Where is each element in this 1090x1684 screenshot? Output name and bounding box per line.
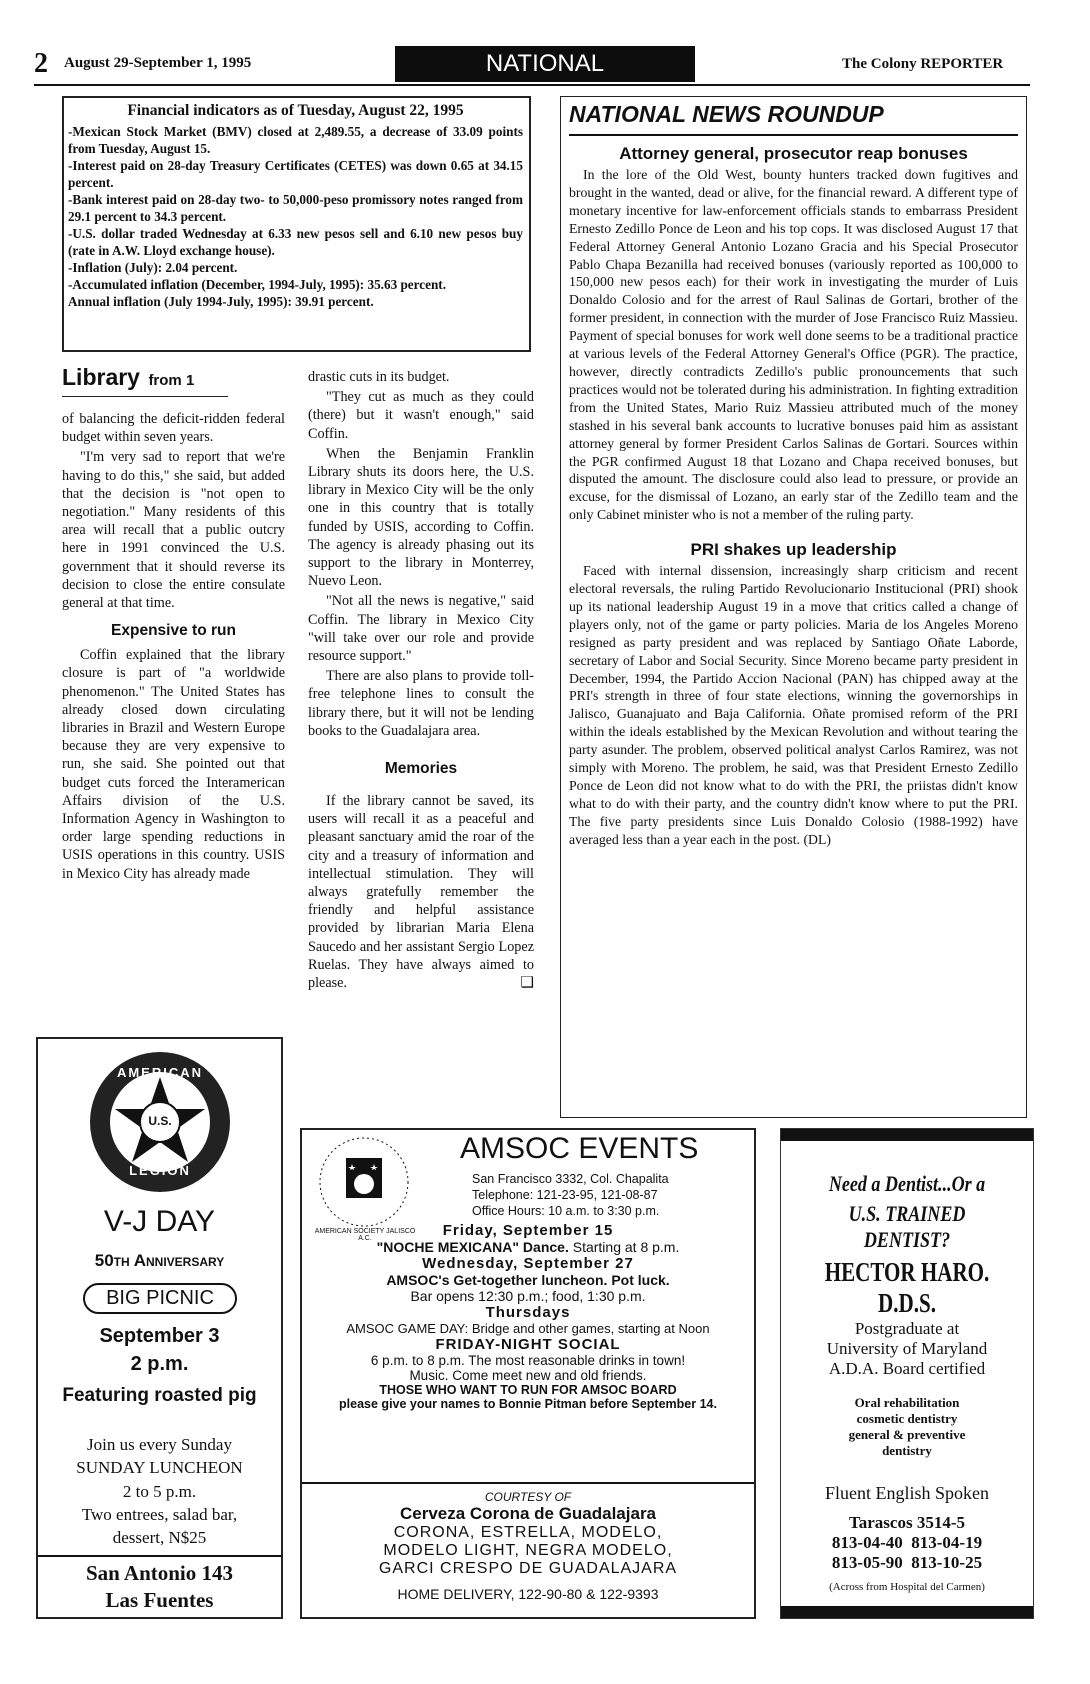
library-paragraph: of balancing the deficit-ridden federal budget within seven years.: [62, 411, 285, 446]
vj-day-title: V-J DAY: [103, 1205, 216, 1238]
amsoc-events-box: [300, 1128, 756, 1619]
board-notice: please give your names to Bonnie Pitman before September 14.: [339, 1397, 717, 1411]
subhead-memories: Memories: [384, 760, 458, 778]
event-line: 6 p.m. to 8 p.m. The most reasonable drinks in town!: [370, 1353, 686, 1368]
section-banner: NATIONAL: [395, 46, 695, 82]
anniversary: 50th Anniversary: [94, 1251, 225, 1270]
amsoc-phone: Telephone: 121-23-95, 121-08-87: [472, 1188, 658, 1202]
picnic-time: 2 p.m.: [130, 1353, 189, 1375]
header-rule: [34, 84, 1030, 86]
dentist-phones: 813-04-40 813-04-19: [831, 1533, 983, 1552]
subhead-expensive: Expensive to run: [111, 622, 236, 640]
event-line: AMSOC GAME DAY: Bridge and other games, starting at Noon: [346, 1321, 710, 1336]
event-day: Thursdays: [485, 1304, 571, 1321]
ad-divider: [38, 1555, 281, 1557]
corona-brands: GARCI CRESPO DE GUADALAJARA: [378, 1560, 678, 1577]
board-notice: THOSE WHO WANT TO RUN FOR AMSOC BOARD: [379, 1383, 677, 1397]
library-title: Library: [62, 364, 140, 390]
amsoc-divider: [302, 1482, 754, 1484]
financial-title: Financial indicators as of Tuesday, August 22, 1995: [127, 102, 464, 119]
event-line: Bar opens 12:30 p.m.; food, 1:30 p.m.: [410, 1288, 646, 1304]
dentist-service: Oral rehabilitation: [854, 1395, 960, 1410]
story-bonuses: In the lore of the Old West, bounty hunters tracked down fugitives and brought in the wanted, dead or alive, for the financial reward. A different type of monetary incentive for law-enforcement officials stands to embarrass President Ernesto Zedillo Ponce de Leon and his top cops. It was disclosed August 17 that Federal Attorney General Antonio Lozano Gracia and his Special Prosecutor Pablo Chapa Bezanilla had received bonuses (variously reported as 100,000 to 150,000 new pesos each) for their work in investigating the murder of Luis Donaldo Colosio and for the arrest of Raul Salinas de Gortari, brother of the former president, in connection with the murder of Jose Francisco Ruiz Massieu. Payment of special bonuses for work well done seems to be a traditional practice at various levels of the Federal Attorney General's Office (PGR). The practice, however, directly contradicts Zedillo's public pronouncements that such practices would not be tolerated during his administration. In fighting extradition from the United States, Mario Ruiz Massieu attributed much of the money stashed in his several bank accounts to lucrative bonuses paid him as assistant attorney general by former President Carlos Salinas de Gortari. Sources within the PGR confirmed August 18 that Lozano and Chapa received bonuses, but disputed the amount. The disclosure could also lead to pressure, or provide an excuse, for the dismissal of Lozano, an early star of the Zedillo team and the only Cabinet minister who is not a member of the ruling party.: [569, 167, 1018, 523]
dentist-postgrad: Postgraduate at: [854, 1319, 960, 1338]
join-sunday: Join us every Sunday: [87, 1435, 232, 1454]
event-day: Wednesday, September 27: [422, 1255, 634, 1272]
story-pri: Faced with internal dissension, increasingly sharp criticism and recent electoral reversals, the ruling Partido Revolucionario Institucional (PRI) shook up its national leadership August 19 in a move that critics called a change of players only, not of the game or party policies. Maria de los Angeles Moreno resigned as party president and was replaced by Santiago Oñate Laborde, secretary of Labor and Social Security. Since Moreno became party president in December, 1994, the Partido Accion Nacional (PAN) has chipped away at the PRI's strength in three of four state elections, winning the governorships in Jalisco, Guanajuato and Baja California. Oñate promised reform of the PRI within the ideals established by the Mexican Revolution and without tearing the party asunder. The problem, observed political analyst Carlos Ramirez, was not simply with Moreno. The problem, he said, was that President Ernesto Zedillo Ponce de Leon did not know what to do with the PRI, the priistas didn't know what to do with their party, and the country didn't know where to put the PRI. The five party presidents since Luis Donaldo Colosio (1988-1992) have averaged less than a year each in the post. (DL): [569, 563, 1018, 847]
library-paragraph: "Not all the news is negative," said Coffin. The library in Mexico City "will take over our role and provide resource support.": [308, 593, 534, 665]
end-mark: ❑: [520, 975, 534, 992]
amsoc-schedule: [302, 1222, 754, 1411]
dentist-name: HECTOR HARO. D.D.S.: [824, 1257, 990, 1318]
dentist-address: Tarascos 3514-5: [848, 1513, 965, 1532]
american-society-seal: [316, 1134, 412, 1230]
story-headline-bonuses: Attorney general, prosecutor reap bonuses: [619, 144, 968, 163]
page-number: 2: [34, 48, 48, 79]
event-noche-mexicana: "NOCHE MEXICANA" Dance.: [376, 1239, 569, 1255]
ad-address-street: San Antonio 143: [85, 1561, 234, 1585]
dentist-location-note: (Across from Hospital del Carmen): [829, 1581, 985, 1593]
amsoc-office-hours: Office Hours: 10 a.m. to 3:30 p.m.: [472, 1204, 660, 1218]
amsoc-title: AMSOC EVENTS: [460, 1132, 699, 1165]
library-paragraph: There are also plans to provide toll-free telephone lines to consult the library there, but it will not be lending books to the Guadalajara area.: [308, 668, 534, 739]
financial-line: -U.S. dollar traded Wednesday at 6.33 new pesos sell and 6.10 new pesos buy (rate in A.W. Lloyd exchange house).: [68, 226, 523, 258]
financial-line: -Bank interest paid on 28-day two- to 50,000-peso promissory notes ranged from 29.1 percent to 34.3 percent.: [68, 192, 523, 224]
financial-line: -Inflation (July): 2.04 percent.: [68, 260, 238, 275]
luncheon-hours: 2 to 5 p.m.: [122, 1482, 197, 1501]
emblem-text-top: AMERICAN: [116, 1065, 204, 1080]
dentist-top-bar: [781, 1129, 1033, 1141]
library-paragraph: "They cut as much as they could (there) but it wasn't enough," said Coffin.: [308, 389, 534, 442]
dentist-service: dentistry: [882, 1443, 932, 1458]
featuring: Featuring roasted pig: [62, 1385, 257, 1406]
dentist-phones: 813-05-90 813-10-25: [831, 1553, 983, 1572]
dentist-board: A.D.A. Board certified: [828, 1359, 986, 1378]
emblem-text-bottom: LEGION: [129, 1163, 191, 1178]
financial-indicators-box: [62, 96, 531, 352]
library-paragraph: Coffin explained that the library closure is part of "a worldwide phenomenon." The United States has already closed down circulating libraries in Brazil and Western Europe because they are very expensive to run, she said. She pointed out that budget cuts forced the Interamerican Affairs division of the U.S. Information Agency in Washington to order large spending reductions in USIS operations in this country. USIS in Mexico City has already made: [62, 647, 285, 882]
library-closing-text: If the library cannot be saved, its users will recall it as a peaceful and pleasant sanctuary amid the roar of the city and a treasury of information and intellectual stimulation. They will always gratefully remember the friendly and helpful assistance provided by librarian Maria Elena Saucedo and her assistant Sergio Lopez Ruelas. They have always aimed to please.: [308, 793, 534, 992]
library-paragraph: drastic cuts in its budget.: [308, 369, 450, 385]
event-line: AMSOC's Get-together luncheon. Pot luck.: [386, 1272, 670, 1288]
financial-line: -Interest paid on 28-day Treasury Certificates (CETES) was down 0.65 at 34.15 percent.: [68, 158, 523, 190]
corona-sponsor: [302, 1490, 754, 1602]
seal-text: AMERICAN SOCIETY JALISCO A.C.: [314, 1228, 416, 1242]
amsoc-address: San Francisco 3332, Col. Chapalita: [472, 1172, 669, 1186]
big-picnic: BIG PICNIC: [83, 1283, 237, 1314]
luncheon-price: dessert, N$25: [112, 1528, 207, 1547]
dentist-service: general & preventive: [848, 1427, 966, 1442]
dentist-service: cosmetic dentistry: [856, 1411, 958, 1426]
dentist-university: University of Maryland: [826, 1339, 988, 1358]
library-column-1: [62, 410, 285, 885]
dentist-question: Need a Dentist...Or a: [828, 1171, 986, 1196]
dentist-question-2: U.S. TRAINED DENTIST?: [848, 1201, 966, 1252]
corona-name: Cerveza Corona de Guadalajara: [399, 1504, 657, 1523]
corona-brands: CORONA, ESTRELLA, MODELO,: [393, 1524, 663, 1541]
financial-line: -Accumulated inflation (December, 1994-July, 1995): 35.63 percent.: [68, 277, 446, 292]
home-delivery: HOME DELIVERY, 122-90-80 & 122-9393: [397, 1586, 659, 1602]
courtesy-of: COURTESY OF: [484, 1490, 572, 1504]
event-start: Starting at 8 p.m.: [572, 1239, 680, 1255]
luncheon-menu: Two entrees, salad bar,: [81, 1505, 238, 1524]
dentist-bottom-bar: [781, 1606, 1033, 1618]
financial-line: Annual inflation (July 1994-July, 1995): 39.91 percent.: [68, 294, 374, 309]
headline-rule: [62, 396, 228, 397]
news-roundup-box: [560, 96, 1027, 1118]
library-paragraph: [308, 792, 534, 992]
emblem-text-center: U.S.: [148, 1114, 172, 1128]
paper-name: The Colony REPORTER: [842, 56, 1004, 72]
library-headline: [62, 364, 194, 391]
event-day: FRIDAY-NIGHT SOCIAL: [435, 1336, 621, 1353]
ad-address-area: Las Fuentes: [105, 1588, 214, 1612]
sunday-luncheon: SUNDAY LUNCHEON: [76, 1458, 243, 1477]
news-banner: NATIONAL NEWS ROUNDUP: [569, 101, 1018, 136]
library-paragraph: "I'm very sad to report that we're having to do this," she said, but added that the decision is "not open to negotiation." Many residents of this area will recall that a public outcry here in 1991 convinced the U.S. government that it should reverse its decision to close the entire consulate general at that time.: [62, 449, 285, 612]
story-headline-pri: PRI shakes up leadership: [690, 540, 897, 560]
event-line: [302, 1239, 754, 1255]
corona-brands: MODELO LIGHT, NEGRA MODELO,: [383, 1542, 673, 1559]
financial-line: -Mexican Stock Market (BMV) closed at 2,489.55, a decrease of 33.09 points from Tuesday, August 15.: [68, 124, 523, 156]
event-line: Music. Come meet new and old friends.: [409, 1368, 647, 1383]
library-paragraph: When the Benjamin Franklin Library shuts its doors here, the U.S. library in Mexico City will be the only one in this country that is totally funded by USIS, according to Coffin. The agency is already phasing out its support to the library in Monterrey, Nuevo Leon.: [308, 445, 534, 590]
issue-date: August 29-September 1, 1995: [64, 55, 252, 71]
library-column-2: [308, 368, 534, 994]
dentist-ad: [780, 1128, 1034, 1619]
event-day: Friday, September 15: [442, 1222, 614, 1239]
vj-day-ad: [36, 1037, 283, 1619]
fluent-english: Fluent English Spoken: [824, 1483, 989, 1503]
library-jump: from 1: [148, 372, 195, 389]
picnic-date: September 3: [99, 1325, 220, 1347]
